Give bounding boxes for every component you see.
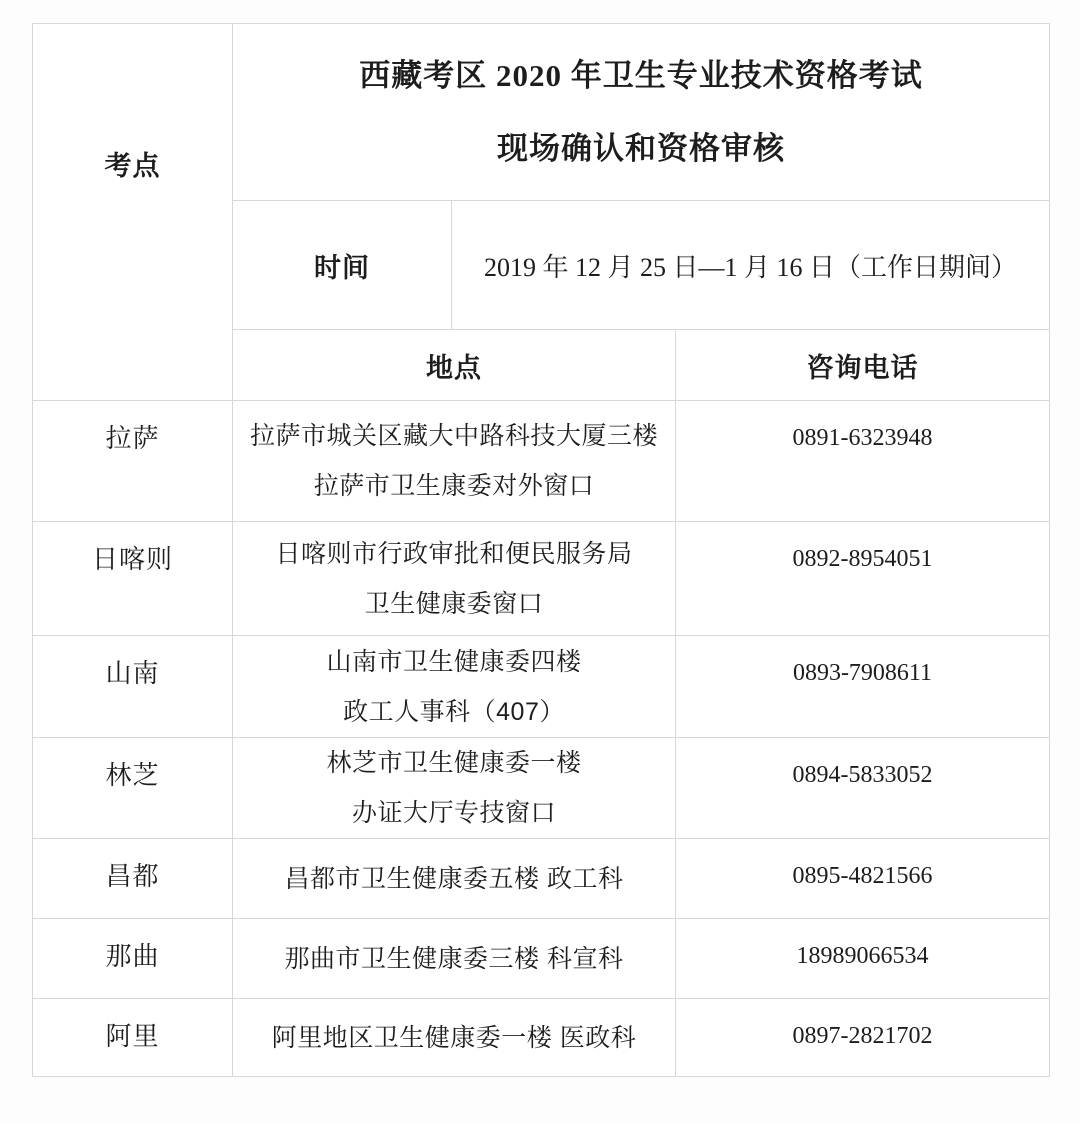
address-line-2: 政工人事科（407） bbox=[343, 697, 565, 726]
exam-site-cell bbox=[33, 636, 233, 738]
location-column-header-label: 地点 bbox=[426, 352, 482, 383]
time-value: 2019 年 12 月 25 日—1 月 16 日（工作日期间） bbox=[483, 252, 1017, 282]
address-cell bbox=[233, 636, 676, 738]
address-line-2: 办证大厅专技窗口 bbox=[351, 799, 556, 827]
location-column-header-cell bbox=[233, 330, 676, 401]
exam-site-cell bbox=[33, 401, 233, 522]
address-cell bbox=[233, 839, 676, 919]
phone-number: 0897-2821702 bbox=[792, 1023, 933, 1049]
exam-site-name: 山南 bbox=[105, 658, 160, 688]
address-line-1: 阿里地区卫生健康委一楼 医政科 bbox=[271, 1023, 637, 1052]
address-cell bbox=[233, 522, 676, 636]
exam-site-cell bbox=[33, 522, 233, 636]
time-label-cell bbox=[233, 201, 452, 330]
phone-number: 0894-5833052 bbox=[792, 762, 933, 788]
confirmation-schedule-table bbox=[32, 23, 1050, 1077]
phone-cell bbox=[676, 999, 1049, 1076]
address-line-1: 那曲市卫生健康委三楼 科宣科 bbox=[284, 944, 624, 973]
address-cell bbox=[233, 999, 676, 1076]
address-line-1: 山南市卫生健康委四楼 bbox=[326, 647, 582, 676]
address-cell bbox=[233, 919, 676, 999]
phone-column-header-cell bbox=[676, 330, 1049, 401]
exam-site-name: 日喀则 bbox=[91, 544, 173, 574]
address-line-2: 拉萨市卫生康委对外窗口 bbox=[313, 472, 595, 500]
exam-site-cell bbox=[33, 839, 233, 919]
phone-number: 18989066534 bbox=[796, 943, 929, 969]
exam-site-name: 那曲 bbox=[105, 941, 160, 971]
address-cell bbox=[233, 738, 676, 839]
address-line-1: 昌都市卫生健康委五楼 政工科 bbox=[284, 864, 624, 893]
table-title-line-2: 现场确认和资格审核 bbox=[497, 131, 785, 166]
phone-cell bbox=[676, 839, 1049, 919]
exam-site-cell bbox=[33, 919, 233, 999]
exam-site-name: 林芝 bbox=[105, 760, 160, 790]
phone-cell bbox=[676, 738, 1049, 839]
phone-number: 0892-8954051 bbox=[792, 546, 933, 572]
address-line-1: 林芝市卫生健康委一楼 bbox=[326, 749, 582, 777]
time-value-cell bbox=[452, 201, 1049, 330]
site-column-header-cell bbox=[33, 24, 233, 401]
address-line-1: 日喀则市行政审批和便民服务局 bbox=[275, 539, 633, 568]
exam-site-name: 阿里 bbox=[105, 1021, 160, 1051]
phone-cell bbox=[676, 401, 1049, 522]
table-title-cell bbox=[233, 24, 1049, 201]
address-line-1: 拉萨市城关区藏大中路科技大厦三楼 bbox=[249, 422, 658, 450]
address-line-2: 卫生健康委窗口 bbox=[364, 589, 544, 618]
address-cell bbox=[233, 401, 676, 522]
phone-number: 0891-6323948 bbox=[792, 425, 933, 451]
exam-site-cell bbox=[33, 738, 233, 839]
phone-number: 0895-4821566 bbox=[792, 863, 933, 889]
site-column-header-label: 考点 bbox=[104, 151, 161, 181]
phone-number: 0893-7908611 bbox=[792, 660, 933, 686]
phone-cell bbox=[676, 636, 1049, 738]
time-label: 时间 bbox=[314, 252, 370, 283]
exam-site-name: 昌都 bbox=[105, 861, 160, 891]
exam-site-cell bbox=[33, 999, 233, 1076]
phone-column-header-label: 咨询电话 bbox=[806, 352, 919, 383]
phone-cell bbox=[676, 919, 1049, 999]
phone-cell bbox=[676, 522, 1049, 636]
exam-site-name: 拉萨 bbox=[105, 423, 160, 453]
table-title-line-1: 西藏考区 2020 年卫生专业技术资格考试 bbox=[359, 58, 923, 93]
